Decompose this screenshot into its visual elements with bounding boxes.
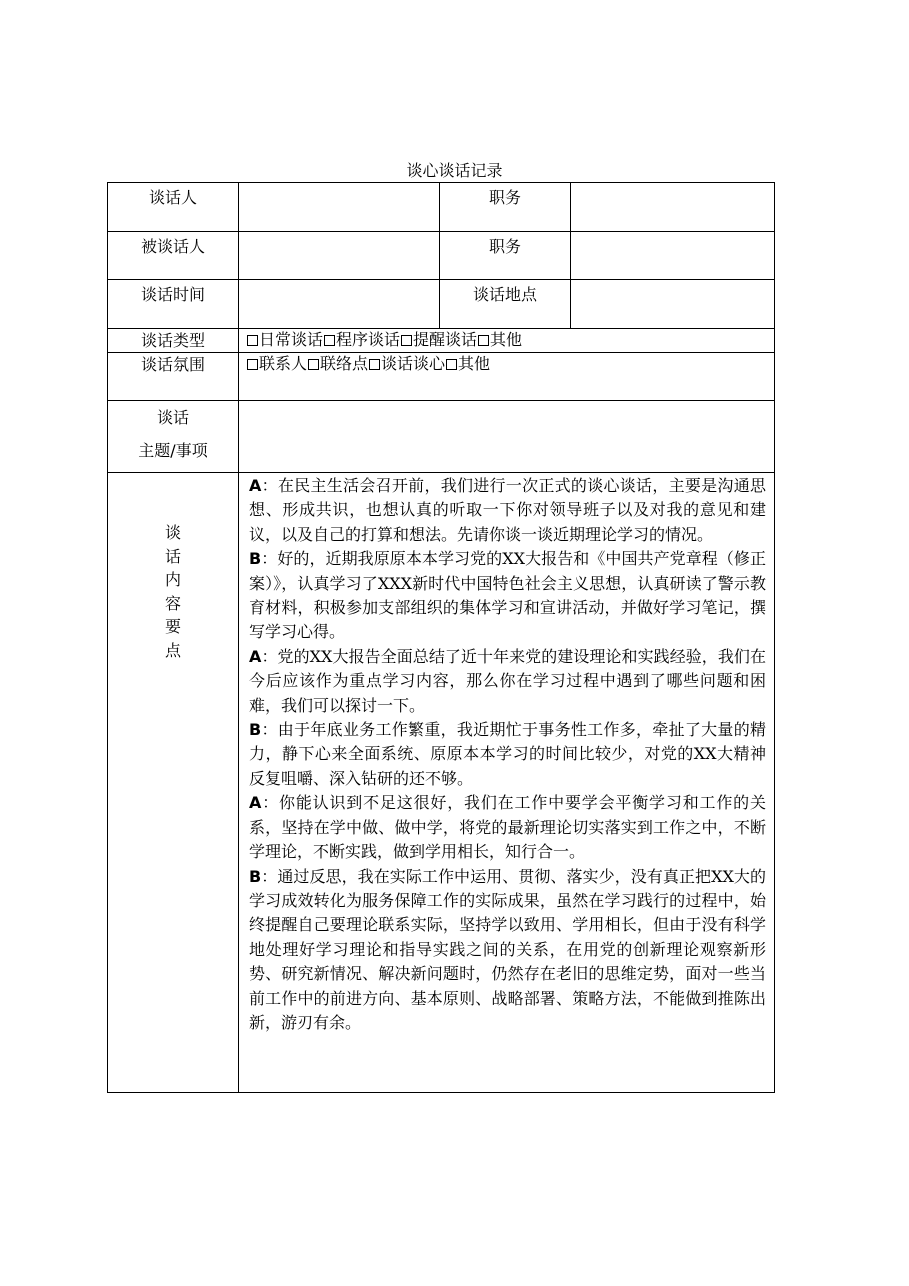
- dialogue-text: 你能认识到不足这很好，我们在工作中要学会平衡学习和工作的关系，坚持在学中做、做中学，将党的最新理论切实落实到工作之中，不断学理论，不断实践，做到学用相长，知行合一。: [249, 793, 766, 862]
- dialogue-paragraph: A：你能认识到不足这很好，我们在工作中要学会平衡学习和工作的关系，坚持在学中做、做中学，将党的最新理论切实落实到工作之中，不断学理论，不断实践，做到学用相长，知行合一。: [249, 793, 766, 862]
- type-label: 谈话类型: [108, 329, 239, 353]
- type-options: [239, 329, 775, 353]
- content-field[interactable]: [239, 473, 775, 1093]
- content-label-char: 容: [164, 593, 181, 613]
- atmosphere-option-contact[interactable]: 联系人: [247, 353, 307, 375]
- atmosphere-options: [239, 353, 775, 401]
- dialogue-paragraph: A：在民主生活会召开前，我们进行一次正式的谈心谈话，主要是沟通思想、形成共识，也想认真的听取一下你对领导班子以及对我的意见和建议，以及自己的打算和想法。先请你谈一谈近期理论学习的情况。: [249, 476, 766, 544]
- checkbox-icon[interactable]: [446, 359, 457, 370]
- row-content: [108, 473, 775, 1093]
- atmosphere-option-other[interactable]: 其他: [446, 353, 490, 375]
- dialogue-text: 党的XX大报告全面总结了近十年来党的建设理论和实践经验，我们在今后应该作为重点学习内容，那么你在学习过程中遇到了哪些问题和困难，我们可以探讨一下。: [249, 646, 766, 715]
- speaker-label: B: [249, 549, 262, 569]
- dialogue-paragraph: B：由于年底业务工作繁重，我近期忙于事务性工作多，牵扯了大量的精力，静下心来全面系统、原原本本学习的时间比较少，对党的XX大精神反复咀嚼、深入钻研的还不够。: [249, 720, 766, 788]
- interviewer-field[interactable]: [239, 183, 440, 232]
- checkbox-icon[interactable]: [369, 359, 380, 370]
- dialogue-paragraph: B：好的，近期我原原本本学习党的XX大报告和《中国共产党章程（修正案）》，认真学习了XXX新时代中国特色社会主义思想，认真研读了警示教育材料，积极参加支部组织的集体学习和宣讲活动，并做好学习笔记，撰写学习心得。: [249, 549, 766, 642]
- dialogue-text: 好的，近期我原原本本学习党的XX大报告和《中国共产党章程（修正案）》，认真学习了XXX新时代中国特色社会主义思想，认真研读了警示教育材料，积极参加支部组织的集体学习和宣讲活动，并做好学习笔记，撰写学习心得。: [249, 549, 766, 642]
- interviewee-field[interactable]: [239, 232, 440, 280]
- topic-label-line1: 谈话: [156, 408, 189, 427]
- checkbox-icon[interactable]: [401, 335, 412, 346]
- speaker-label: A: [249, 476, 262, 495]
- atmosphere-option-talk[interactable]: 谈话谈心: [369, 353, 445, 375]
- checkbox-icon[interactable]: [247, 359, 258, 370]
- checkbox-icon[interactable]: [324, 335, 335, 346]
- type-option-reminder[interactable]: 提醒谈话: [401, 329, 477, 351]
- row-interviewer: [108, 183, 775, 232]
- type-option-other[interactable]: 其他: [478, 329, 522, 351]
- dialogue-paragraph: B：通过反思，我在实际工作中运用、贯彻、落实少，没有真正把XX大的学习成效转化为服务保障工作的实际成果，虽然在学习践行的过程中，始终提醒自己要理论联系实际，坚持学以致用、学用相长，但由于没有科学地处理好学习理论和指导实践之间的关系，在用党的创新理论观察新形势、研究新情况、解决新问题时，仍然存在老旧的思维定势，面对一些当前工作中的前进方向、基本原则、战略部署、策略方法，不能做到推陈出新，游刃有余。: [249, 866, 766, 1032]
- position-label-1: 职务: [440, 183, 571, 232]
- time-label: 谈话时间: [108, 280, 239, 329]
- row-type: [108, 329, 775, 353]
- talk-record-form: [107, 182, 775, 1093]
- dialogue-text: 在民主生活会召开前，我们进行一次正式的谈心谈话，主要是沟通思想、形成共识，也想认真的听取一下你对领导班子以及对我的意见和建议，以及自己的打算和想法。先请你谈一谈近期理论学习的情况。: [249, 476, 766, 544]
- content-label-char: 话: [164, 546, 181, 566]
- speaker-label: B: [249, 866, 262, 886]
- place-label: 谈话地点: [440, 280, 571, 329]
- topic-label-line2: 主题/事项: [138, 441, 208, 460]
- atmosphere-option-liaison[interactable]: 联络点: [308, 353, 368, 375]
- content-label-char: 内: [164, 570, 181, 589]
- checkbox-icon[interactable]: [308, 359, 319, 370]
- position-label-2: 职务: [440, 232, 571, 280]
- time-field[interactable]: [239, 280, 440, 329]
- row-topic: [108, 401, 775, 473]
- speaker-label: A: [249, 793, 262, 813]
- position-field-2[interactable]: [571, 232, 775, 280]
- row-time-place: [108, 280, 775, 329]
- dialogue-paragraph: A：党的XX大报告全面总结了近十年来党的建设理论和实践经验，我们在今后应该作为重点学习内容，那么你在学习过程中遇到了哪些问题和困难，我们可以探讨一下。: [249, 646, 766, 715]
- speaker-label: B: [249, 720, 262, 740]
- content-label-char: 谈: [164, 523, 181, 542]
- document-title: 谈心谈话记录: [406, 161, 503, 180]
- topic-label: [108, 401, 239, 473]
- place-field[interactable]: [571, 280, 775, 329]
- content-label-char: 点: [164, 640, 181, 660]
- row-atmosphere: [108, 353, 775, 401]
- atmosphere-label: 谈话氛围: [108, 353, 239, 401]
- checkbox-icon[interactable]: [478, 335, 489, 346]
- checkbox-icon[interactable]: [247, 335, 258, 346]
- type-option-daily[interactable]: 日常谈话: [247, 329, 323, 351]
- interviewee-label: 被谈话人: [108, 232, 239, 280]
- speaker-label: A: [249, 646, 262, 666]
- dialogue-text: 由于年底业务工作繁重，我近期忙于事务性工作多，牵扯了大量的精力，静下心来全面系统、原原本本学习的时间比较少，对党的XX大精神反复咀嚼、深入钻研的还不够。: [249, 720, 766, 788]
- type-option-procedural[interactable]: 程序谈话: [324, 329, 400, 351]
- position-field-1[interactable]: [571, 183, 775, 232]
- content-label-char: 要: [164, 617, 181, 636]
- row-interviewee: [108, 232, 775, 280]
- content-label: [108, 473, 239, 1093]
- interviewer-label: 谈话人: [108, 183, 239, 232]
- dialogue-text: 通过反思，我在实际工作中运用、贯彻、落实少，没有真正把XX大的学习成效转化为服务保障工作的实际成果，虽然在学习践行的过程中，始终提醒自己要理论联系实际，坚持学以致用、学用相长，但由于没有科学地处理好学习理论和指导实践之间的关系，在用党的创新理论观察新形势、研究新情况、解决新问题时，仍然存在老旧的思维定势，面对一些当前工作中的前进方向、基本原则、战略部署、策略方法，不能做到推陈出新，游刃有余。: [249, 866, 766, 1032]
- topic-field[interactable]: [239, 401, 775, 473]
